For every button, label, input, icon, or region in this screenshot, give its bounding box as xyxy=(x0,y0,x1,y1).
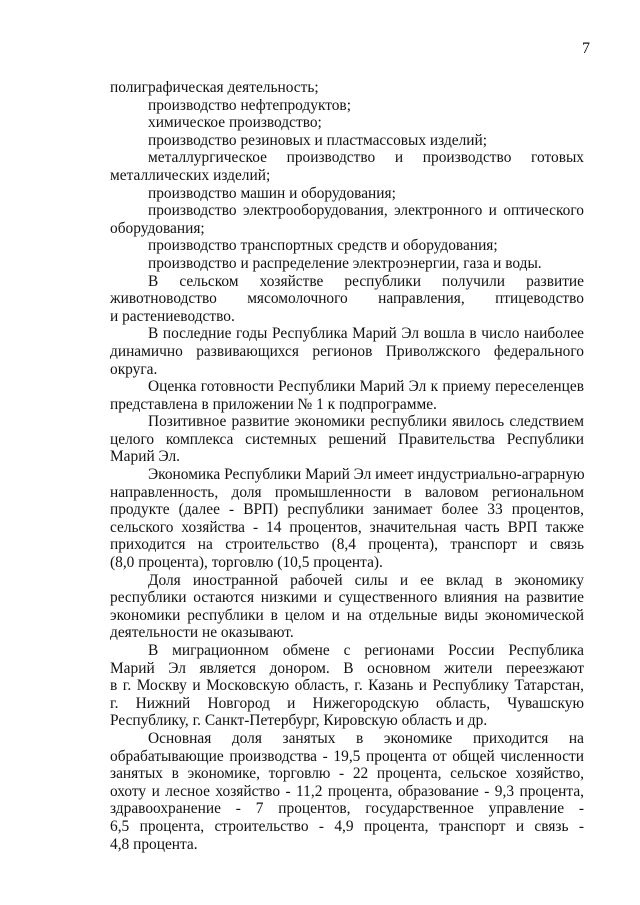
text-line: 6,5 процента, строительство - 4,9 процента, транспорт и связь - xyxy=(110,817,584,835)
text-line: охоту и лесное хозяйство - 11,2 процента, образование - 9,3 процента, xyxy=(110,782,584,800)
page-number: 7 xyxy=(582,40,590,57)
text-line: сельского хозяйства - 14 процентов, значительная часть ВРП также xyxy=(110,518,584,536)
text-line: в г. Москву и Московскую область, г. Казань и Республику Татарстан, xyxy=(110,677,584,695)
text-line: Доля иностранной рабочей силы и ее вклад в экономику xyxy=(148,571,584,589)
text-line: химическое производство; xyxy=(148,114,322,132)
text-line: деятельности не оказывают. xyxy=(110,624,294,642)
text-line: производство машин и оборудования; xyxy=(148,184,396,202)
text-line: производство резиновых и пластмассовых изделий; xyxy=(148,131,488,149)
text-line: продукте (далее - ВРП) республики занимает более 33 процентов, xyxy=(110,501,584,519)
text-line: приходится на строительство (8,4 процента), транспорт и связь xyxy=(110,536,584,554)
text-line: обрабатывающие производства - 19,5 процента от общей численности xyxy=(110,747,584,765)
text-line: В последние годы Республика Марий Эл вошла в число наиболее xyxy=(148,325,584,343)
text-line: оборудования; xyxy=(110,219,205,237)
text-line: республики остаются низкими и существенного влияния на развитие xyxy=(110,589,584,607)
text-line: направленность, доля промышленности в валовом региональном xyxy=(110,483,584,501)
text-line: животноводство мясомолочного направления, птицеводство xyxy=(110,290,584,308)
text-line: Экономика Республики Марий Эл имеет индустриально-аграрную xyxy=(148,466,585,484)
text-line: занятых в экономике, торговлю - 22 процента, сельское хозяйство, xyxy=(110,765,584,783)
text-line: Позитивное развитие экономики республики явилось следствием xyxy=(148,413,584,431)
text-line: г. Нижний Новгород и Нижегородскую область, Чувашскую xyxy=(110,694,584,712)
text-line: округа. xyxy=(110,360,158,378)
text-line: производство и распределение электроэнергии, газа и воды. xyxy=(148,254,542,272)
document-body xyxy=(110,79,584,853)
text-line: динамично развивающихся регионов Приволжского федерального xyxy=(110,342,584,360)
text-line: экономики республики в целом и на отдельные виды экономической xyxy=(110,606,584,624)
text-line: полиграфическая деятельность; xyxy=(110,79,319,96)
text-line: (8,0 процента), торговлю (10,5 процента). xyxy=(110,554,383,572)
text-line: Марий Эл. xyxy=(110,448,181,466)
text-line: производство нефтепродуктов; xyxy=(148,96,351,114)
text-line: и растениеводство. xyxy=(110,307,235,325)
text-line: металлических изделий; xyxy=(110,166,271,184)
text-line: производство электрооборудования, электронного и оптического xyxy=(148,202,584,220)
text-line: 4,8 процента. xyxy=(110,835,198,853)
text-line: Основная доля занятых в экономике приходится на xyxy=(148,729,584,747)
text-line: Республику, г. Санкт-Петербург, Кировскую область и др. xyxy=(110,712,488,730)
text-line: металлургическое производство и производство готовых xyxy=(148,149,584,167)
text-line: здравоохранение - 7 процентов, государственное управление - xyxy=(110,800,584,818)
text-line: В сельском хозяйстве республики получили развитие xyxy=(148,272,584,290)
text-line: Марий Эл является донором. В основном жители переезжают xyxy=(110,659,584,677)
text-line: Оценка готовности Республики Марий Эл к приему переселенцев xyxy=(148,378,584,396)
text-line: производство транспортных средств и оборудования; xyxy=(148,237,498,255)
text-line: целого комплекса системных решений Правительства Республики xyxy=(110,430,584,448)
text-line: В миграционном обмене с регионами России Республика xyxy=(148,642,584,659)
text-line: представлена в приложении № 1 к подпрограмме. xyxy=(110,395,437,413)
